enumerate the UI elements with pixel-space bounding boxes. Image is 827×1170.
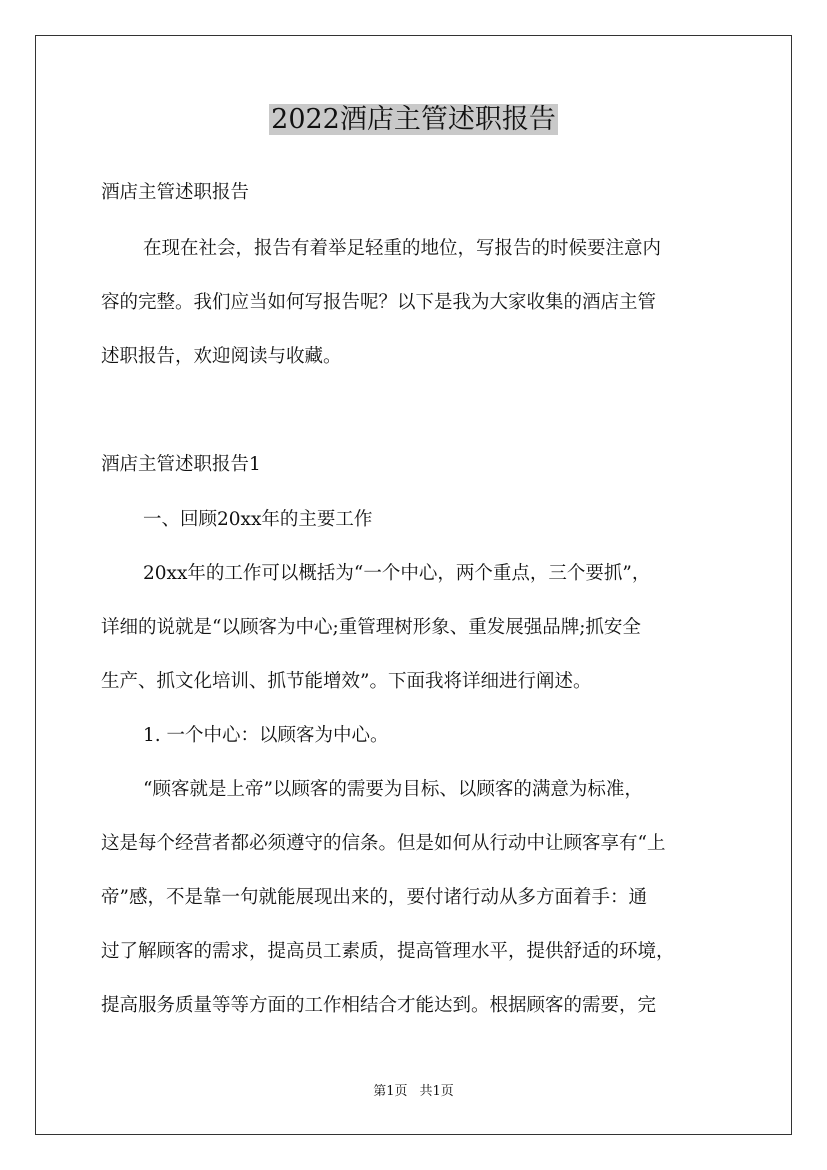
paragraph-line: 20xx年的工作可以概括为“一个中心，两个重点，三个要抓”， — [143, 563, 651, 584]
subsection-heading: 一、回顾20xx年的主要工作 — [143, 509, 373, 530]
page-total: 共1页 — [419, 1084, 454, 1099]
document-title-text: 2022酒店主管述职报告 — [271, 104, 556, 135]
paragraph-line: “顾客就是上帝”以顾客的需要为目标、以顾客的满意为标准， — [143, 779, 643, 800]
page-footer — [0, 1083, 827, 1101]
paragraph-line: 提高服务质量等等方面的工作相结合才能达到。根据顾客的需要，完 — [101, 995, 657, 1016]
page-number: 第1页 — [373, 1084, 408, 1099]
paragraph-line: 述职报告，欢迎阅读与收藏。 — [101, 346, 342, 367]
paragraph-line: 这是每个经营者都必须遵守的信条。但是如何从行动中让顾客享有“上 — [101, 833, 666, 854]
section-heading: 酒店主管述职报告1 — [101, 454, 261, 475]
paragraph-line: 容的完整。我们应当如何写报告呢？以下是我为大家收集的酒店主管 — [101, 292, 657, 313]
section-heading: 酒店主管述职报告 — [101, 182, 250, 203]
paragraph-line: 在现在社会，报告有着举足轻重的地位，写报告的时候要注意内 — [143, 238, 662, 259]
list-item-heading: 1. 一个中心：以顾客为中心。 — [143, 725, 389, 746]
paragraph-line: 详细的说就是“以顾客为中心;重管理树形象、重发展强品牌;抓安全 — [101, 617, 641, 638]
paragraph-line: 过了解顾客的需求，提高员工素质，提高管理水平，提供舒适的环境， — [101, 941, 675, 962]
paragraph-line: 生产、抓文化培训、抓节能增效”。下面我将详细进行阐述。 — [101, 671, 592, 692]
document-title — [0, 100, 827, 140]
paragraph-line: 帝”感，不是靠一句就能展现出来的，要付诸行动从多方面着手：通 — [101, 887, 647, 908]
